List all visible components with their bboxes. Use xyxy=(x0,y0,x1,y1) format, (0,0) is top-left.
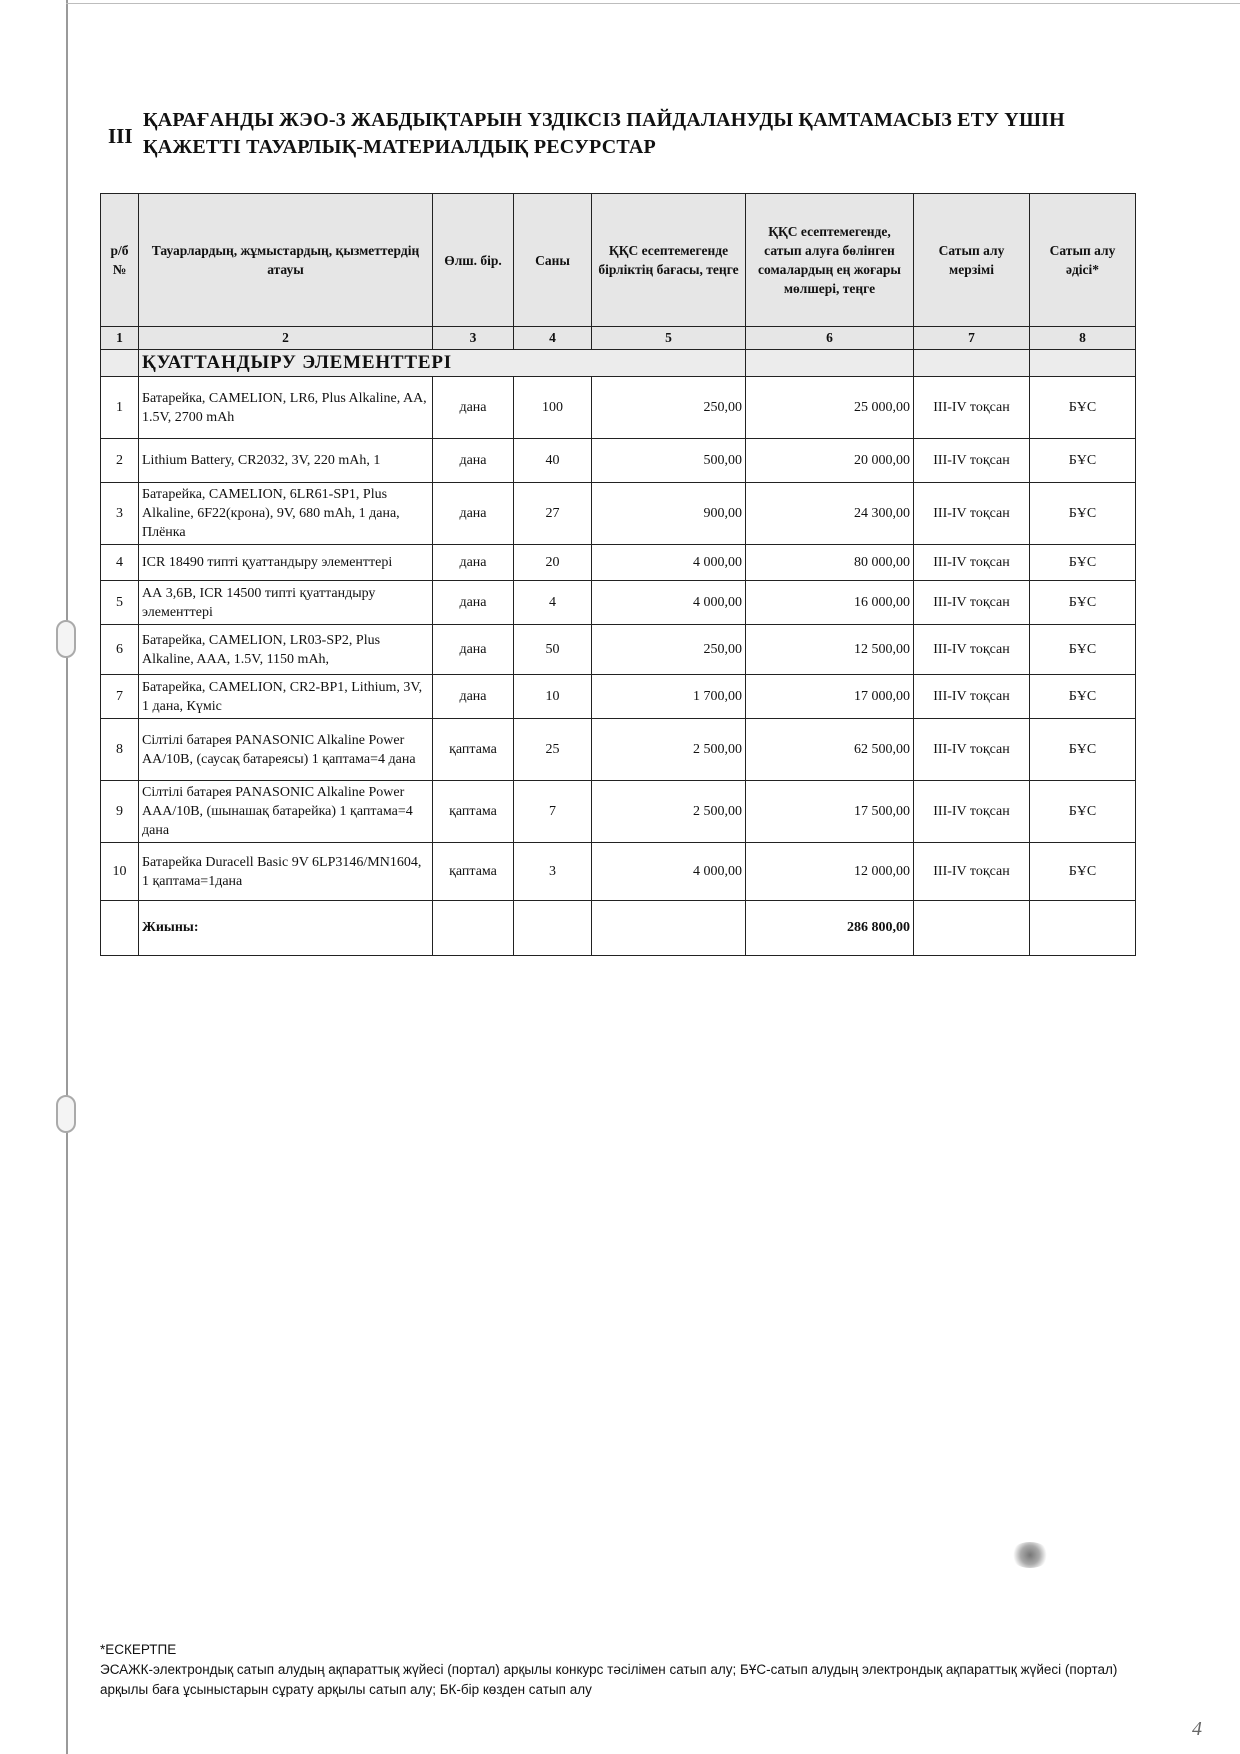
row-item-name: Сілтілі батарея PANASONIC Alkaline Power AAA/10B, (шынашақ батарейка) 1 қаптама=4 дана xyxy=(139,781,433,843)
total-value: 286 800,00 xyxy=(746,901,914,956)
row-method: БҰС xyxy=(1030,545,1136,581)
row-unit: дана xyxy=(433,625,514,675)
row-period: III-IV тоқсан xyxy=(914,377,1030,439)
header-qty: Саны xyxy=(514,194,592,327)
page-title xyxy=(143,107,1143,161)
total-blank xyxy=(433,901,514,956)
total-blank xyxy=(514,901,592,956)
table-row xyxy=(101,439,1136,483)
table-row xyxy=(101,483,1136,545)
table-row xyxy=(101,545,1136,581)
resources-table xyxy=(100,193,1136,956)
category-blank xyxy=(101,350,139,377)
row-item-name: Батарейка, CAMELION, LR6, Plus Alkaline, AA, 1.5V, 2700 mAh xyxy=(139,377,433,439)
row-unit: қаптама xyxy=(433,843,514,901)
row-unit: қаптама xyxy=(433,719,514,781)
row-method: БҰС xyxy=(1030,625,1136,675)
total-row xyxy=(101,901,1136,956)
row-method: БҰС xyxy=(1030,581,1136,625)
row-sum: 12 500,00 xyxy=(746,625,914,675)
row-method: БҰС xyxy=(1030,377,1136,439)
row-method: БҰС xyxy=(1030,483,1136,545)
table-row xyxy=(101,675,1136,719)
row-unit: дана xyxy=(433,439,514,483)
row-index: 9 xyxy=(101,781,139,843)
category-blank xyxy=(1030,350,1136,377)
header-index: р/б № xyxy=(101,194,139,327)
row-unit: дана xyxy=(433,581,514,625)
row-index: 5 xyxy=(101,581,139,625)
row-period: III-IV тоқсан xyxy=(914,719,1030,781)
total-blank xyxy=(914,901,1030,956)
row-price: 2 500,00 xyxy=(592,719,746,781)
row-price: 250,00 xyxy=(592,625,746,675)
column-number: 5 xyxy=(592,327,746,350)
row-price: 2 500,00 xyxy=(592,781,746,843)
row-method: БҰС xyxy=(1030,439,1136,483)
column-number: 6 xyxy=(746,327,914,350)
row-qty: 50 xyxy=(514,625,592,675)
column-number-row xyxy=(101,327,1136,350)
row-sum: 17 000,00 xyxy=(746,675,914,719)
row-qty: 10 xyxy=(514,675,592,719)
page-number: 4 xyxy=(1192,1718,1202,1740)
column-number: 3 xyxy=(433,327,514,350)
table-row xyxy=(101,843,1136,901)
footnote xyxy=(100,1640,1150,1700)
row-price: 500,00 xyxy=(592,439,746,483)
row-item-name: Батарейка, CAMELION, LR03-SP2, Plus Alkaline, AAA, 1.5V, 1150 mAh, xyxy=(139,625,433,675)
footnote-text: ЭСАЖК-электрондық сатып алудың ақпараттық жүйесі (портал) арқылы конкурс тәсілімен сатып алу; БҰС-сатып алудың электрондық ақпараттық жүйесі (портал) арқылы баға ұсыныстарын сұрату арқылы сатып алу; БК-бір көзден сатып алу xyxy=(100,1662,1118,1697)
row-qty: 40 xyxy=(514,439,592,483)
row-sum: 80 000,00 xyxy=(746,545,914,581)
table-row xyxy=(101,581,1136,625)
row-price: 4 000,00 xyxy=(592,545,746,581)
row-sum: 12 000,00 xyxy=(746,843,914,901)
row-sum: 16 000,00 xyxy=(746,581,914,625)
row-sum: 24 300,00 xyxy=(746,483,914,545)
header-sum: ҚҚС есептемегенде, сатып алуға бөлінген сомалардың ең жоғары мөлшері, теңге xyxy=(746,194,914,327)
header-price: ҚҚС есептемегенде бірліктің бағасы, теңге xyxy=(592,194,746,327)
row-qty: 100 xyxy=(514,377,592,439)
total-label: Жиыны: xyxy=(139,901,433,956)
row-item-name: ICR 18490 типті қуаттандыру элементтері xyxy=(139,545,433,581)
row-qty: 3 xyxy=(514,843,592,901)
row-index: 10 xyxy=(101,843,139,901)
row-sum: 25 000,00 xyxy=(746,377,914,439)
row-method: БҰС xyxy=(1030,675,1136,719)
row-index: 6 xyxy=(101,625,139,675)
row-method: БҰС xyxy=(1030,781,1136,843)
row-index: 4 xyxy=(101,545,139,581)
row-qty: 7 xyxy=(514,781,592,843)
total-blank xyxy=(101,901,139,956)
header-row xyxy=(101,194,1136,327)
total-blank xyxy=(1030,901,1136,956)
row-qty: 4 xyxy=(514,581,592,625)
column-number: 4 xyxy=(514,327,592,350)
row-index: 7 xyxy=(101,675,139,719)
row-period: III-IV тоқсан xyxy=(914,843,1030,901)
row-period: III-IV тоқсан xyxy=(914,483,1030,545)
row-index: 8 xyxy=(101,719,139,781)
row-qty: 20 xyxy=(514,545,592,581)
title-line-2: ҚАЖЕТТІ ТАУАРЛЫҚ-МАТЕРИАЛДЫҚ РЕСУРСТАР xyxy=(143,136,656,158)
row-qty: 25 xyxy=(514,719,592,781)
column-number: 8 xyxy=(1030,327,1136,350)
row-item-name: Батарейка Duracell Basic 9V 6LP3146/MN1604, 1 қаптама=1дана xyxy=(139,843,433,901)
table-row xyxy=(101,625,1136,675)
table-row xyxy=(101,377,1136,439)
row-index: 2 xyxy=(101,439,139,483)
row-period: III-IV тоқсан xyxy=(914,581,1030,625)
row-price: 4 000,00 xyxy=(592,581,746,625)
total-blank xyxy=(592,901,746,956)
row-qty: 27 xyxy=(514,483,592,545)
header-method: Сатып алу әдісі* xyxy=(1030,194,1136,327)
header-name: Тауарлардың, жұмыстардың, қызметтердің атауы xyxy=(139,194,433,327)
category-blank xyxy=(746,350,914,377)
row-item-name: Батарейка, CAMELION, CR2-BP1, Lithium, 3V, 1 дана, Күміс xyxy=(139,675,433,719)
row-unit: дана xyxy=(433,377,514,439)
category-label: ҚУАТТАНДЫРУ ЭЛЕМЕНТТЕРІ xyxy=(139,350,746,377)
row-item-name: Батарейка, CAMELION, 6LR61-SP1, Plus Alkaline, 6F22(крона), 9V, 680 mAh, 1 дана, Плёнка xyxy=(139,483,433,545)
header-unit: Өлш. бір. xyxy=(433,194,514,327)
row-item-name: Сілтілі батарея PANASONIC Alkaline Power AA/10B, (саусақ батареясы) 1 қаптама=4 дана xyxy=(139,719,433,781)
row-period: III-IV тоқсан xyxy=(914,781,1030,843)
row-index: 1 xyxy=(101,377,139,439)
scan-edge-left xyxy=(66,0,68,1754)
row-item-name: Lithium Battery, CR2032, 3V, 220 mAh, 1 xyxy=(139,439,433,483)
row-price: 1 700,00 xyxy=(592,675,746,719)
row-price: 4 000,00 xyxy=(592,843,746,901)
punch-hole-lower xyxy=(56,1095,76,1133)
title-line-1: ҚАРАҒАНДЫ ЖЭО-3 ЖАБДЫҚТАРЫН ҮЗДІКСІЗ ПАЙДАЛАНУДЫ ҚАМТАМАСЫЗ ЕТУ ҮШІН xyxy=(143,109,1065,131)
punch-hole-upper xyxy=(56,620,76,658)
row-price: 900,00 xyxy=(592,483,746,545)
row-period: III-IV тоқсан xyxy=(914,625,1030,675)
row-index: 3 xyxy=(101,483,139,545)
row-period: III-IV тоқсан xyxy=(914,439,1030,483)
footnote-heading: *ЕСКЕРТПЕ xyxy=(100,1642,177,1657)
table-row xyxy=(101,719,1136,781)
row-period: III-IV тоқсан xyxy=(914,675,1030,719)
row-period: III-IV тоқсан xyxy=(914,545,1030,581)
row-sum: 62 500,00 xyxy=(746,719,914,781)
header-period: Сатып алу мерзімі xyxy=(914,194,1030,327)
row-unit: дана xyxy=(433,675,514,719)
scan-edge-top xyxy=(66,3,1240,4)
column-number: 7 xyxy=(914,327,1030,350)
category-row xyxy=(101,350,1136,377)
row-sum: 17 500,00 xyxy=(746,781,914,843)
column-number: 1 xyxy=(101,327,139,350)
stamp-smudge xyxy=(1010,1542,1050,1568)
row-item-name: АА 3,6В, ICR 14500 типті қуаттандыру элементтері xyxy=(139,581,433,625)
row-unit: дана xyxy=(433,545,514,581)
row-unit: қаптама xyxy=(433,781,514,843)
row-unit: дана xyxy=(433,483,514,545)
table-row xyxy=(101,781,1136,843)
section-number: III xyxy=(108,124,133,148)
row-price: 250,00 xyxy=(592,377,746,439)
row-sum: 20 000,00 xyxy=(746,439,914,483)
row-method: БҰС xyxy=(1030,719,1136,781)
category-blank xyxy=(914,350,1030,377)
row-method: БҰС xyxy=(1030,843,1136,901)
column-number: 2 xyxy=(139,327,433,350)
